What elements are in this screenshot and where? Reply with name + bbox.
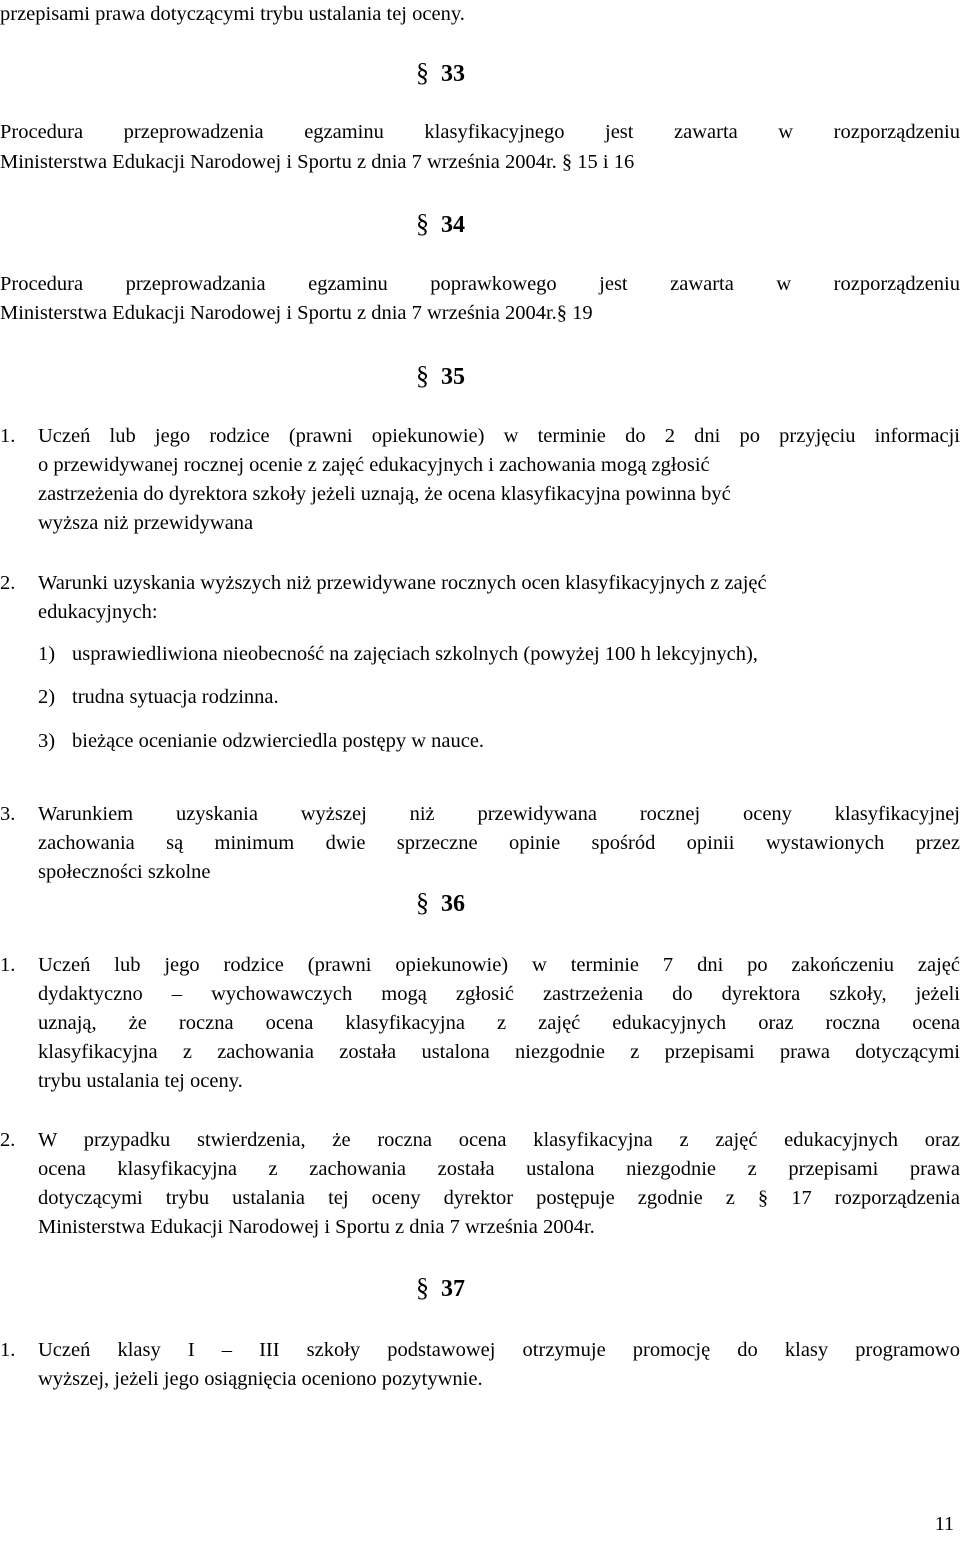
- item-number: 1.: [0, 1339, 16, 1361]
- section-number: 37: [441, 1276, 465, 1302]
- paragraph-line: Procedura przeprowadzenia egzaminu klasyfikacyjnego jest zawarta w rozporządzeniu: [0, 121, 960, 143]
- section-heading-34: [416, 209, 465, 240]
- section-number: 35: [441, 364, 465, 390]
- paragraph-line: ocena klasyfikacyjna z zachowania została ustalona niezgodnie z przepisami prawa: [38, 1158, 960, 1180]
- item-number: 3.: [0, 803, 16, 825]
- paragraph-line: Ministerstwa Edukacji Narodowej i Sportu z dnia 7 września 2004r.: [38, 1216, 595, 1238]
- section-number: 36: [441, 891, 465, 917]
- paragraph-line: Uczeń lub jego rodzice (prawni opiekunowie) w terminie do 2 dni po przyjęciu informacji: [38, 425, 960, 447]
- list-item-number: 1): [38, 643, 56, 665]
- paragraph-line: Ministerstwa Edukacji Narodowej i Sportu z dnia 7 września 2004r. § 15 i 16: [0, 151, 635, 173]
- section-number: 33: [441, 61, 465, 87]
- section-sign: §: [416, 58, 429, 87]
- paragraph-line: o przewidywanej rocznej ocenie z zajęć edukacyjnych i zachowania mogą zgłosić: [38, 454, 710, 476]
- list-item-number: 3): [38, 730, 56, 752]
- paragraph-line: Ministerstwa Edukacji Narodowej i Sportu z dnia 7 września 2004r.§ 19: [0, 302, 593, 324]
- paragraph-line: wyższa niż przewidywana: [38, 512, 254, 534]
- section-sign: §: [416, 888, 429, 917]
- list-item: bieżące ocenianie odzwierciedla postępy w nauce.: [72, 730, 485, 752]
- paragraph-line: Warunkiem uzyskania wyższej niż przewidywana rocznej oceny klasyfikacyjnej: [38, 803, 960, 825]
- paragraph-line: trybu ustalania tej oceny.: [38, 1070, 243, 1092]
- item-number: 1.: [0, 425, 16, 447]
- section-sign: §: [416, 361, 429, 390]
- section-heading-36: [416, 888, 465, 919]
- paragraph-line: zachowania są minimum dwie sprzeczne opinie spośród opinii wystawionych przez: [38, 832, 960, 854]
- item-number: 1.: [0, 954, 16, 976]
- section-heading-37: [416, 1273, 465, 1304]
- paragraph-line: zastrzeżenia do dyrektora szkoły jeżeli uznają, że ocena klasyfikacyjna powinna być: [38, 483, 731, 505]
- paragraph-line: Warunki uzyskania wyższych niż przewidywane rocznych ocen klasyfikacyjnych z zajęć: [38, 572, 767, 594]
- item-number: 2.: [0, 572, 16, 594]
- list-item-number: 2): [38, 686, 56, 708]
- item-number: 2.: [0, 1129, 16, 1151]
- paragraph-line: W przypadku stwierdzenia, że roczna ocena klasyfikacyjna z zajęć edukacyjnych oraz: [38, 1129, 960, 1151]
- paragraph-line: Procedura przeprowadzania egzaminu poprawkowego jest zawarta w rozporządzeniu: [0, 273, 960, 295]
- page-number: 11: [934, 1513, 954, 1535]
- section-sign: §: [416, 1273, 429, 1302]
- section-number: 34: [441, 212, 465, 238]
- list-item: usprawiedliwiona nieobecność na zajęciach szkolnych (powyżej 100 h lekcyjnych),: [72, 643, 758, 665]
- paragraph-line: wyższej, jeżeli jego osiągnięcia oceniono pozytywnie.: [38, 1368, 483, 1390]
- paragraph-line: edukacyjnych:: [38, 601, 158, 623]
- paragraph-line: społeczności szkolne: [38, 861, 211, 883]
- paragraph-line: dydaktyczno – wychowawczych mogą zgłosić zastrzeżenia do dyrektora szkoły, jeżeli: [38, 983, 960, 1005]
- paragraph-line: uznają, że roczna ocena klasyfikacyjna z zajęć edukacyjnych oraz roczna ocena: [38, 1012, 960, 1034]
- section-heading-33: [416, 58, 465, 89]
- continuation-line: przepisami prawa dotyczącymi trybu ustalania tej oceny.: [0, 3, 465, 25]
- paragraph-line: Uczeń klasy I – III szkoły podstawowej otrzymuje promocję do klasy programowo: [38, 1339, 960, 1361]
- paragraph-line: dotyczącymi trybu ustalania tej oceny dyrektor postępuje zgodnie z § 17 rozporządzenia: [38, 1187, 960, 1209]
- list-item: trudna sytuacja rodzinna.: [72, 686, 279, 708]
- paragraph-line: klasyfikacyjna z zachowania została ustalona niezgodnie z przepisami prawa dotyczącymi: [38, 1041, 960, 1063]
- section-sign: §: [416, 209, 429, 238]
- paragraph-line: Uczeń lub jego rodzice (prawni opiekunowie) w terminie 7 dni po zakończeniu zajęć: [38, 954, 960, 976]
- section-heading-35: [416, 361, 465, 392]
